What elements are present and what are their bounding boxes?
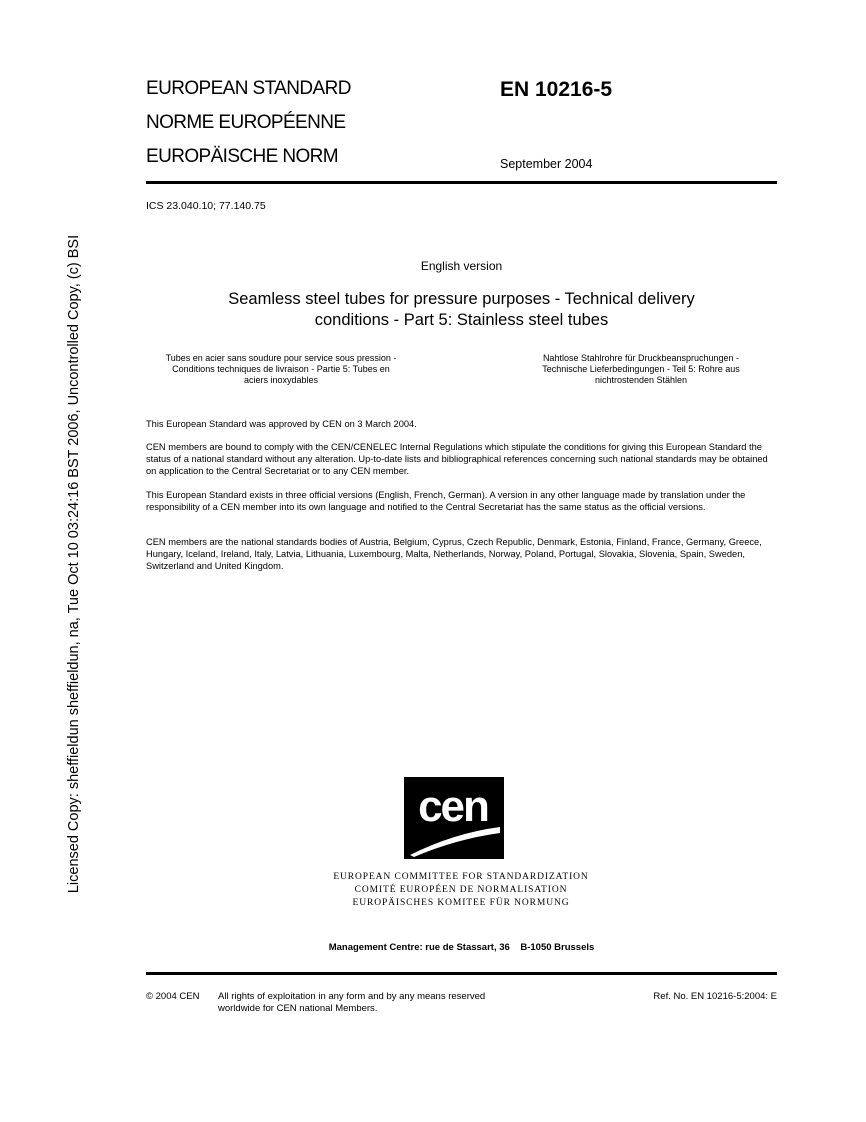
- header-rule: [146, 181, 777, 184]
- standard-title-de: EUROPÄISCHE NORM: [146, 146, 339, 167]
- compliance-paragraph: CEN members are bound to comply with the CEN/CENELEC Internal Regulations which stipulate the conditions for giving this European Standard the status of a national standard without any alteration. Up-to-date lists and bibliographical references concerning such national standards may be obtained on application to the Central Secretariat or to any CEN member.: [146, 442, 768, 476]
- publication-date: September 2004: [500, 157, 593, 171]
- committee-name-de: EUROPÄISCHES KOMITEE FÜR NORMUNG: [352, 898, 570, 908]
- committee-name-en: EUROPEAN COMMITTEE FOR STANDARDIZATION: [333, 872, 589, 882]
- rights-notice-line-1: All rights of exploitation in any form and by any means reserved: [218, 991, 486, 1002]
- language-version: English version: [420, 259, 503, 273]
- management-centre: Management Centre: rue de Stassart, 36 B-1050 Brussels: [328, 942, 595, 953]
- cen-logo-text: cen: [418, 782, 488, 831]
- document-title-line-1: Seamless steel tubes for pressure purposes - Technical delivery: [228, 290, 695, 308]
- standard-number: EN 10216-5: [500, 78, 613, 101]
- german-title-line-1: Nahtlose Stahlrohre für Druckbeanspruchungen -: [542, 353, 740, 363]
- german-title: [500, 353, 782, 386]
- committee-names: [320, 871, 602, 910]
- french-title-line-3: aciers inoxydables: [243, 375, 319, 385]
- rights-notice: [218, 991, 558, 1015]
- members-paragraph: CEN members are the national standards bodies of Austria, Belgium, Cyprus, Czech Republic, Denmark, Estonia, Finland, France, Germany, Greece, Hungary, Iceland, Ireland, Italy, Latvia, Lithuania, Luxembourg, Malta, Netherlands, Norway, Poland, Portugal, Slovakia, Slovenia, Spain, Sweden, Switzerland and United Kingdom.: [146, 537, 762, 571]
- german-title-line-2: Technische Lieferbedingungen - Teil 5: Rohre aus: [542, 364, 740, 374]
- document-title: [146, 289, 777, 331]
- french-title-line-2: Conditions techniques de livraison - Partie 5: Tubes en: [172, 364, 390, 374]
- standard-title-fr: NORME EUROPÉENNE: [146, 112, 346, 133]
- french-title-line-1: Tubes en acier sans soudure pour service sous pression -: [165, 353, 397, 363]
- rights-notice-line-2: worldwide for CEN national Members.: [218, 1003, 378, 1014]
- french-title: [140, 353, 422, 386]
- license-watermark: Licensed Copy: sheffieldun sheffieldun, na, Tue Oct 10 03:24:16 BST 2006, Uncontrolled Copy, (c) BSI: [66, 234, 82, 894]
- ics-codes: ICS 23.040.10; 77.140.75: [146, 200, 266, 212]
- standard-title-en: EUROPEAN STANDARD: [146, 78, 351, 99]
- copyright: © 2004 CEN: [146, 991, 200, 1002]
- approval-paragraph: This European Standard was approved by CEN on 3 March 2004.: [146, 419, 417, 429]
- committee-name-fr: COMITÉ EUROPÉEN DE NORMALISATION: [354, 885, 568, 895]
- document-title-line-2: conditions - Part 5: Stainless steel tubes: [314, 311, 609, 329]
- cen-logo: [404, 777, 504, 859]
- versions-paragraph: This European Standard exists in three official versions (English, French, German). A version in any other language made by translation under the responsibility of a CEN member into its own language and notified to the Central Secretariat has the same status as the official versions.: [146, 490, 746, 512]
- reference-number: Ref. No. EN 10216-5:2004: E: [653, 991, 777, 1002]
- footer-rule: [146, 972, 777, 975]
- german-title-line-3: nichtrostenden Stählen: [594, 375, 688, 385]
